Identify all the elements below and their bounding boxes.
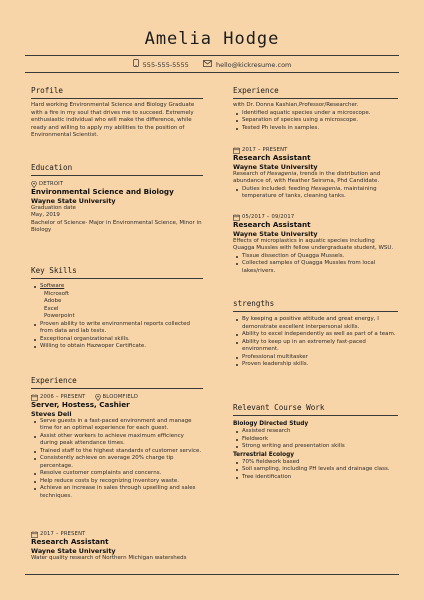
strengths-section-rule (233, 311, 398, 312)
phone-number[interactable]: 555-555-5555 (142, 60, 189, 69)
job-research1-position: Research Assistant (31, 537, 109, 546)
strength-item: Ability to keep up in an extremely fast-paced environment. (233, 339, 398, 354)
job-research2-bullet: Duties included: feeding Hexagenia, maintaining temperature of tanks, cleaning tanks. (233, 186, 398, 201)
course-item: Soil sampling, including PH levels and drainage class. (233, 466, 398, 474)
skill-item: Exceptional organizational skills. (31, 336, 203, 344)
job-research2-company: Wayne State University (233, 162, 318, 171)
job-entry-research-3 (233, 213, 398, 275)
strength-item: By keeping a positive attitude and great energy, I demonstrate excellent interpersonal skills. (233, 316, 398, 331)
job-deli-location: BLOOMFIELD (102, 394, 139, 400)
graduation-label: Graduation date (31, 204, 76, 211)
job-research3-bullet: Collected samples of Quagga Mussles from local lakes/rivers. (233, 260, 398, 275)
job-entry-research-2 (233, 146, 398, 201)
strength-item: Ability to excel independently as well as part of a team. (233, 331, 398, 339)
job-deli-bullet: Serve guests in a fast-paced environment and manage time for an optimal experience for each guest. (31, 418, 203, 433)
job-deli-bullet: Assist other workers to achieve maximum efficiency during peak attendance times. (31, 433, 203, 448)
education-details: Bachelor of Science- Major in Environmental Science, Minor in Biology (31, 219, 202, 233)
coursework-section-rule (233, 415, 398, 416)
coursework-list (233, 420, 398, 481)
job-entry-deli (31, 393, 203, 500)
job-research2-position: Research Assistant (233, 153, 311, 162)
profile-text: Hard working Environmental Science and Biology Graduate with a fire in my soul that drives me to succeed. Extremely enthusiastic individual who will make the difference, while ready and willing to apply my abilities to the position of Environmental Scientist. (31, 102, 195, 138)
job-research3-position: Research Assistant (233, 220, 311, 229)
job-research1-company: Wayne State University (31, 546, 116, 555)
job-deli-company: Steves Deli (31, 409, 72, 418)
job-research1-desc: Water quality research of Northern Michigan watersheds (31, 554, 187, 561)
education-school: Wayne State University (31, 196, 116, 205)
job-deli-bullet: Consistently achieve on average 20% charge tip percentage. (31, 455, 203, 470)
job-deli-bullet: Achieve an increase in sales through upselling and sales techniques. (31, 485, 203, 500)
course-item: Strong writing and presentation skills (233, 443, 398, 451)
strengths-list (233, 316, 398, 369)
software-item: Excel (44, 305, 59, 312)
experience-section-title: Experience (31, 376, 77, 385)
email-address[interactable]: hello@kickresume.com (215, 60, 292, 69)
strength-item: Professional multitasker (233, 354, 398, 362)
experience-continued (233, 102, 398, 132)
strength-item: Proven leadership skills. (233, 361, 398, 369)
course-item: Fieldwork (233, 436, 398, 444)
education-section-title: Education (31, 163, 73, 172)
job-deli-dates: 2006 – PRESENT (40, 394, 86, 400)
phone-icon (133, 59, 139, 70)
education-section-rule (31, 175, 203, 176)
job-research3-desc: Effects of microplastics in aquatic species including Quagga Mussles with fellow undergraduate student, WSU. (233, 237, 394, 251)
course-title: Biology Directed Study (233, 421, 309, 427)
job-research1-dates: 2017 – PRESENT (40, 531, 86, 537)
course-item: 70% fieldwork based (233, 459, 398, 467)
education-entry (31, 180, 203, 235)
coursework-section-title: Relevant Course Work (233, 403, 325, 412)
course-item: Assisted research (233, 428, 398, 436)
software-item: Adobe (44, 298, 62, 304)
job-entry-research-1 (31, 530, 203, 562)
job-research3-bullet: Tissue dissection of Quagga Mussels. (233, 253, 398, 261)
job-deli-bullet: Trained staff to the highest standards of customer service. (31, 448, 203, 456)
footer-rule (25, 574, 399, 575)
skill-item: Willing to obtain Hazwoper Certificate. (31, 343, 203, 351)
experience-right-section-title: Experience (233, 86, 279, 95)
strengths-section-title: strengths (233, 299, 275, 308)
software-item: Powerpoint (44, 313, 75, 319)
skills-section-title: Key Skills (31, 266, 77, 275)
header-rule-bottom (25, 72, 399, 73)
profile-section-rule (31, 98, 203, 99)
email-icon (203, 60, 212, 70)
job-deli-bullet: Help reduce costs by recognizing inventory waste. (31, 478, 203, 486)
experience-cont-bullet: Separation of species using a microscope. (233, 117, 398, 125)
course-item: Tree identification (233, 474, 398, 482)
job-research2-desc: Research of Hexagenia, trends in the distribution and abundance of, with Heather Seirsma, Phd Candidate. (233, 170, 381, 184)
skill-item: Proven ability to write environmental reports collected from data and lab tests. (31, 321, 203, 336)
software-label: Software (40, 283, 65, 289)
experience-cont-bullet: Identified aquatic species under a microscope. (233, 110, 398, 118)
education-degree: Environmental Science and Biology (31, 187, 174, 196)
skills-section-rule (31, 278, 203, 279)
job-research3-dates: 05/2017 – 09/2017 (242, 214, 295, 220)
software-item: Microsoft (44, 290, 70, 297)
candidate-name: Amelia Hodge (144, 29, 280, 49)
skill-software (31, 283, 203, 291)
experience-cont-bullet: Tested Ph levels in samples. (233, 125, 398, 133)
course-title: Terrestrial Ecology (233, 451, 295, 458)
experience-cont-text: with Dr. Donna Kashian,Professor/Researcher. (233, 102, 359, 108)
skills-list (31, 283, 203, 351)
experience-right-section-rule (233, 98, 398, 99)
job-deli-bullet: Resolve customer complaints and concerns. (31, 470, 203, 478)
job-deli-position: Server, Hostess, Cashier (31, 400, 130, 409)
profile-section-title: Profile (31, 86, 64, 95)
contact-line (0, 59, 424, 70)
job-research2-dates: 2017 – PRESENT (242, 147, 288, 153)
experience-section-rule (31, 388, 203, 389)
education-location: DETROIT (39, 181, 64, 187)
graduation-date: May, 2019 (31, 212, 60, 218)
header-rule-top (25, 55, 399, 56)
job-research3-company: Wayne State University (233, 229, 318, 238)
